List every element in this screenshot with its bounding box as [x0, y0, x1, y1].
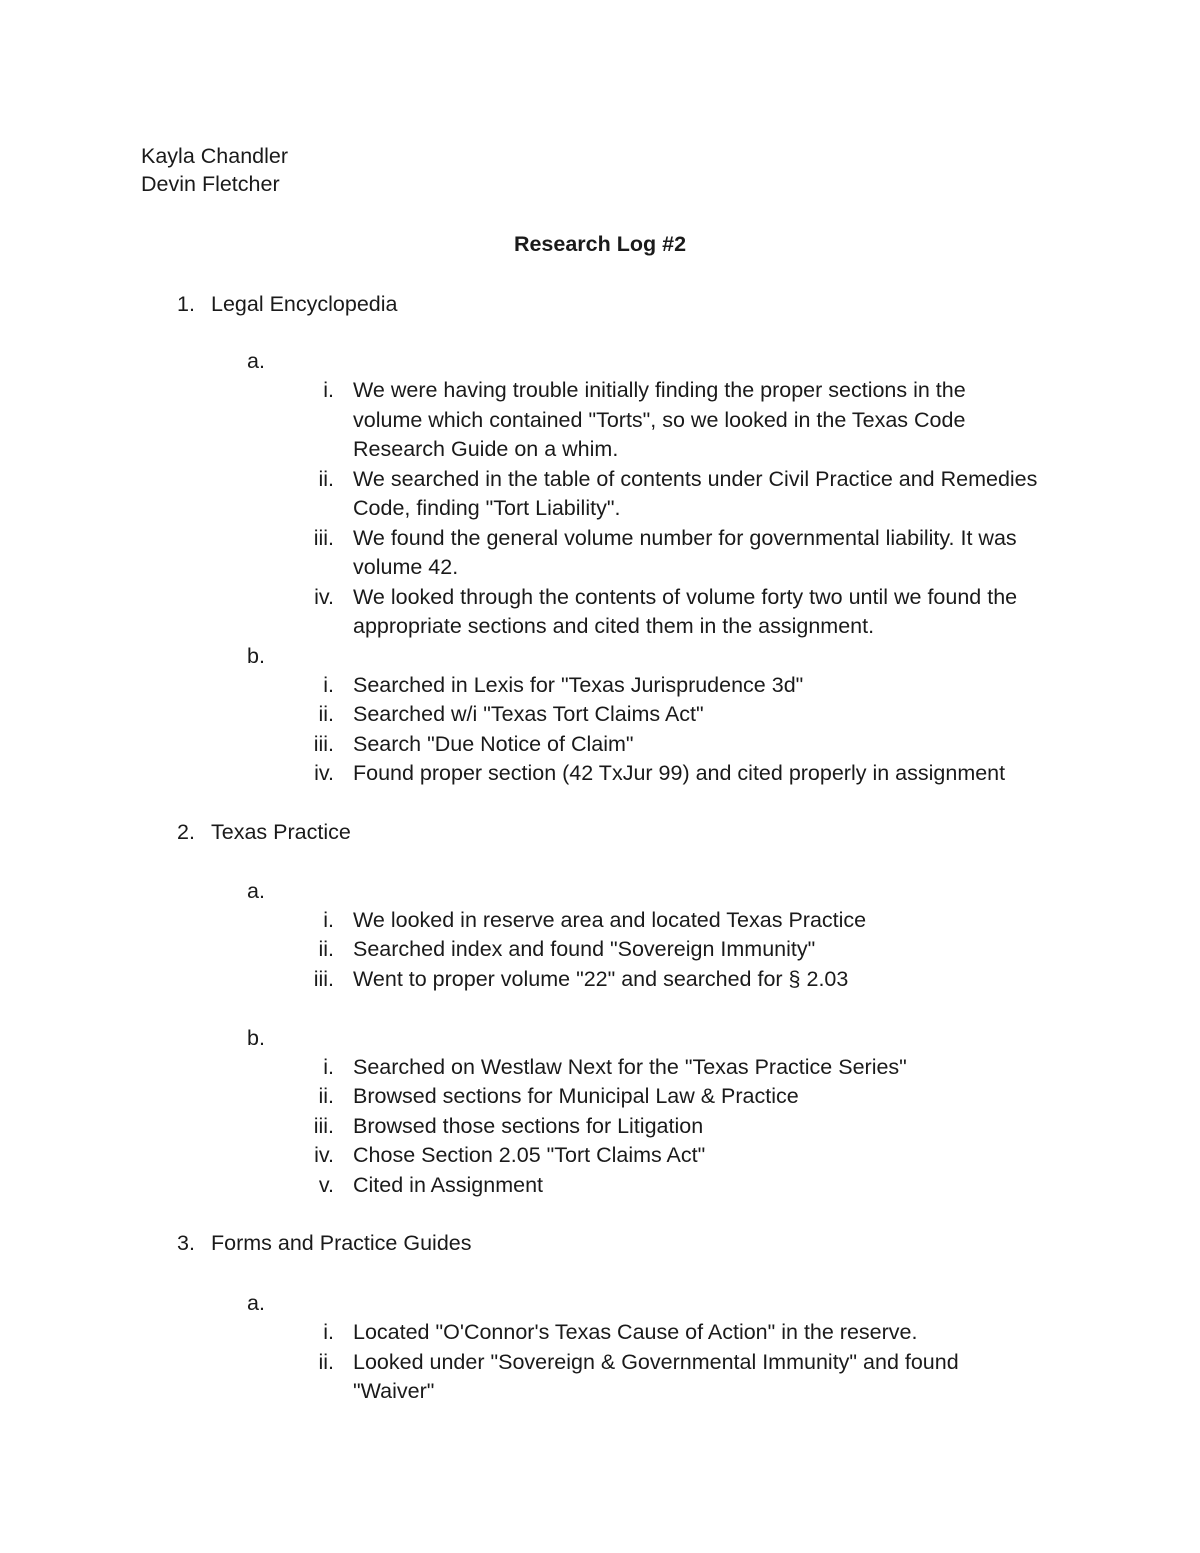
section-heading: Legal Encyclopedia — [211, 292, 398, 316]
list-item-text: Searched in Lexis for "Texas Jurisprudence 3d" — [353, 673, 804, 697]
list-item-text: "Waiver" — [353, 1379, 435, 1403]
list-marker: a. — [247, 349, 265, 373]
list-marker: ii. — [318, 702, 334, 726]
document-title: Research Log #2 — [513, 232, 687, 256]
list-item-text: Searched on Westlaw Next for the "Texas Practice Series" — [353, 1055, 907, 1079]
list-marker: ii. — [318, 1350, 334, 1374]
list-marker: i. — [323, 673, 334, 697]
list-item-text: Code, finding "Tort Liability". — [353, 496, 621, 520]
list-marker: i. — [323, 378, 334, 402]
list-marker: a. — [247, 879, 265, 903]
list-item-text: We looked through the contents of volume forty two until we found the — [353, 585, 1018, 609]
section-heading: Forms and Practice Guides — [211, 1231, 472, 1255]
list-item-text: We found the general volume number for governmental liability. It was — [353, 526, 1017, 550]
list-marker: ii. — [318, 937, 334, 961]
list-item-text: Went to proper volume "22" and searched for § 2.03 — [353, 967, 849, 991]
list-item-text: Search "Due Notice of Claim" — [353, 732, 634, 756]
list-marker: i. — [323, 1320, 334, 1344]
list-item-text: We were having trouble initially finding the proper sections in the — [353, 378, 966, 402]
list-marker: a. — [247, 1291, 265, 1315]
list-item-text: Browsed those sections for Litigation — [353, 1114, 704, 1138]
list-marker: ii. — [318, 467, 334, 491]
list-marker: b. — [247, 1026, 265, 1050]
list-marker: i. — [323, 1055, 334, 1079]
list-marker: iv. — [314, 585, 334, 609]
list-marker: iii. — [313, 526, 334, 550]
list-item-text: Found proper section (42 TxJur 99) and cited properly in assignment — [353, 761, 1006, 785]
list-item-text: We searched in the table of contents under Civil Practice and Remedies — [353, 467, 1038, 491]
list-item-text: We looked in reserve area and located Texas Practice — [353, 908, 867, 932]
list-marker: 1. — [177, 292, 195, 316]
list-marker: i. — [323, 908, 334, 932]
list-marker: b. — [247, 644, 265, 668]
list-marker: ii. — [318, 1084, 334, 1108]
list-item-text: Browsed sections for Municipal Law & Practice — [353, 1084, 799, 1108]
list-item-text: Cited in Assignment — [353, 1173, 544, 1197]
list-item-text: Research Guide on a whim. — [353, 437, 619, 461]
author-name: Kayla Chandler — [141, 144, 289, 168]
list-marker: iii. — [313, 732, 334, 756]
list-item-text: Chose Section 2.05 "Tort Claims Act" — [353, 1143, 706, 1167]
list-item-text: volume 42. — [353, 555, 459, 579]
section-heading: Texas Practice — [211, 820, 351, 844]
author-name: Devin Fletcher — [141, 172, 280, 196]
list-item-text: appropriate sections and cited them in the assignment. — [353, 614, 875, 638]
list-marker: iv. — [314, 1143, 334, 1167]
list-marker: iv. — [314, 761, 334, 785]
list-marker: iii. — [313, 967, 334, 991]
list-item-text: Looked under "Sovereign & Governmental Immunity" and found — [353, 1350, 959, 1374]
list-marker: 3. — [177, 1231, 195, 1255]
list-marker: v. — [318, 1173, 334, 1197]
list-marker: 2. — [177, 820, 195, 844]
list-marker: iii. — [313, 1114, 334, 1138]
list-item-text: Located "O'Connor's Texas Cause of Action" in the reserve. — [353, 1320, 918, 1344]
list-item-text: Searched index and found "Sovereign Immunity" — [353, 937, 816, 961]
list-item-text: Searched w/i "Texas Tort Claims Act" — [353, 702, 704, 726]
list-item-text: volume which contained "Torts", so we looked in the Texas Code — [353, 408, 966, 432]
